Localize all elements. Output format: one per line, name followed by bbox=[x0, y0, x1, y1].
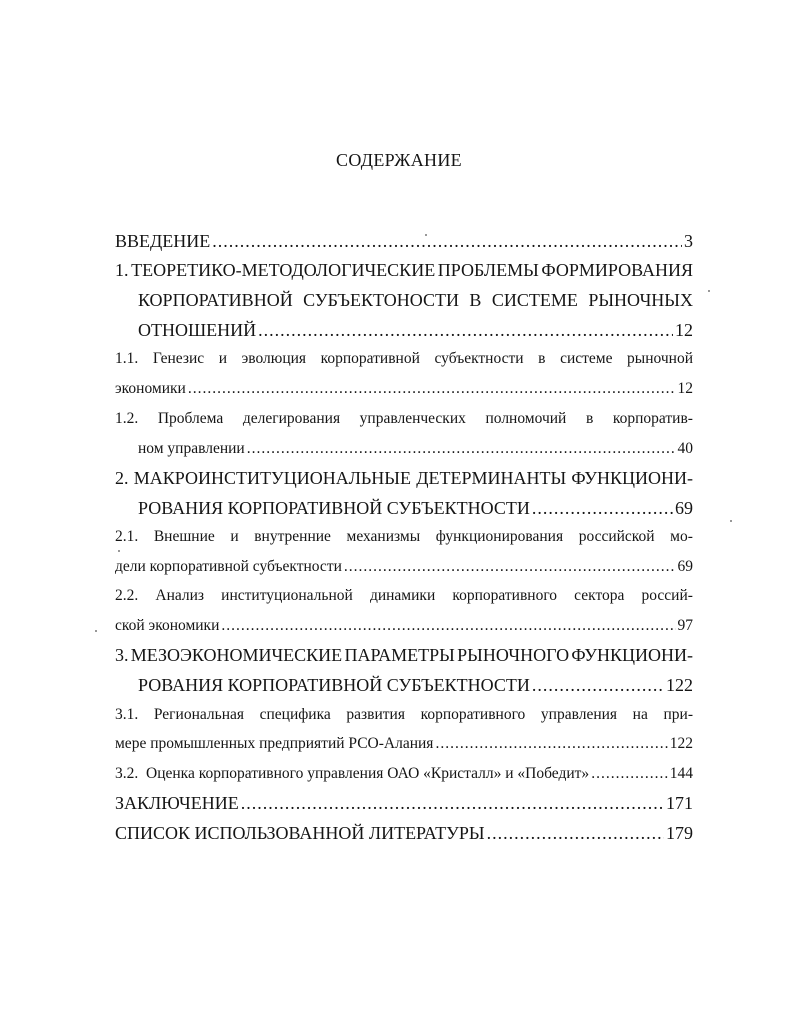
page-number: 3 bbox=[684, 231, 693, 251]
leader-dots bbox=[212, 228, 682, 254]
toc-entry-bibliography[interactable]: СПИСОК ИСПОЛЬЗОВАННОЙ ЛИТЕРАТУРЫ ..... 179 bbox=[115, 820, 693, 846]
leader-dots bbox=[241, 790, 664, 816]
toc-entry-2-2-line1[interactable]: 2.2. Анализ институциональной динамики корпоративного сектора россий- bbox=[115, 587, 693, 604]
toc-entry-conclusion[interactable]: ЗАКЛЮЧЕНИЕ ..... 171 bbox=[115, 790, 693, 816]
toc-entry-2-1-line1[interactable]: 2.1. Внешние и внутренние механизмы функционирования российской мо- bbox=[115, 528, 693, 545]
leader-dots bbox=[258, 317, 673, 343]
leader-dots bbox=[591, 761, 668, 787]
page-number: 40 bbox=[677, 440, 693, 457]
page-number: 144 bbox=[669, 765, 693, 782]
leader-dots bbox=[435, 731, 667, 757]
page-number: 69 bbox=[675, 498, 693, 518]
page-number: 12 bbox=[677, 380, 693, 397]
leader-dots bbox=[487, 820, 664, 846]
toc-entry-ch3-line1[interactable]: 3. МЕЗОЭКОНОМИЧЕСКИЕ ПАРАМЕТРЫ РЫНОЧНОГО ФУНКЦИОНИ- bbox=[115, 645, 693, 665]
toc-entry-3-1-line1[interactable]: 3.1. Региональная специфика развития корпоративного управления на при- bbox=[115, 706, 693, 723]
page-number: 179 bbox=[666, 823, 693, 843]
scan-speck bbox=[730, 520, 732, 522]
toc-entry-1-1-line2[interactable]: экономики ..... 12 bbox=[115, 376, 693, 402]
page-number: 122 bbox=[669, 735, 693, 752]
scan-speck bbox=[708, 290, 710, 292]
leader-dots bbox=[221, 613, 675, 639]
leader-dots bbox=[188, 376, 676, 402]
page-number: 69 bbox=[677, 558, 693, 575]
scan-speck bbox=[95, 630, 97, 632]
toc-entry-3-1-line2[interactable]: мере промышленных предприятий РСО-Алания ..... 122 bbox=[115, 731, 693, 757]
page-number: 122 bbox=[666, 675, 693, 695]
leader-dots bbox=[247, 436, 676, 462]
leader-dots bbox=[532, 495, 673, 521]
toc-entry-ch1-line1[interactable]: 1. ТЕОРЕТИКО-МЕТОДОЛОГИЧЕСКИЕ ПРОБЛЕМЫ ФОРМИРОВАНИЯ bbox=[115, 260, 693, 280]
toc-title: СОДЕРЖАНИЕ bbox=[336, 150, 462, 170]
toc-entry-ch3-line2[interactable]: РОВАНИЯ КОРПОРАТИВНОЙ СУБЪЕКТНОСТИ ..... 122 bbox=[138, 672, 693, 698]
toc-entry-2-2-line2[interactable]: ской экономики ..... 97 bbox=[115, 613, 693, 639]
leader-dots bbox=[532, 672, 664, 698]
toc-entry-1-2-line2[interactable]: ном управлении ..... 40 bbox=[138, 436, 693, 462]
toc-entry-ch2-line1[interactable]: 2. МАКРОИНСТИТУЦИОНАЛЬНЫЕ ДЕТЕРМИНАНТЫ ФУНКЦИОНИ- bbox=[115, 468, 693, 488]
toc-entry-intro[interactable]: ВВЕДЕНИЕ ..... 3 bbox=[115, 228, 693, 254]
page-number: 171 bbox=[666, 793, 693, 813]
toc-entry-ch1-line3[interactable]: ОТНОШЕНИЙ ..... 12 bbox=[138, 317, 693, 343]
toc-entry-3-2[interactable]: 3.2. Оценка корпоративного управления ОАО «Кристалл» и «Победит» ..... 144 bbox=[115, 761, 693, 787]
scan-speck bbox=[425, 234, 427, 236]
leader-dots bbox=[344, 554, 676, 580]
scan-speck bbox=[118, 550, 120, 552]
toc-entry-1-2-line1[interactable]: 1.2. Проблема делегирования управленческих полномочий в корпоратив- bbox=[115, 410, 693, 427]
toc-entry-2-1-line2[interactable]: дели корпоративной субъектности ..... 69 bbox=[115, 554, 693, 580]
toc-entry-ch1-line2[interactable]: КОРПОРАТИВНОЙ СУБЪЕКТОНОСТИ В СИСТЕМЕ РЫНОЧНЫХ bbox=[138, 290, 693, 310]
page-number: 97 bbox=[677, 617, 693, 634]
toc-entry-ch2-line2[interactable]: РОВАНИЯ КОРПОРАТИВНОЙ СУБЪЕКТНОСТИ ..... 69 bbox=[138, 495, 693, 521]
page-number: 12 bbox=[675, 320, 693, 340]
toc-entry-1-1-line1[interactable]: 1.1. Генезис и эволюция корпоративной субъектности в системе рыночной bbox=[115, 350, 693, 367]
